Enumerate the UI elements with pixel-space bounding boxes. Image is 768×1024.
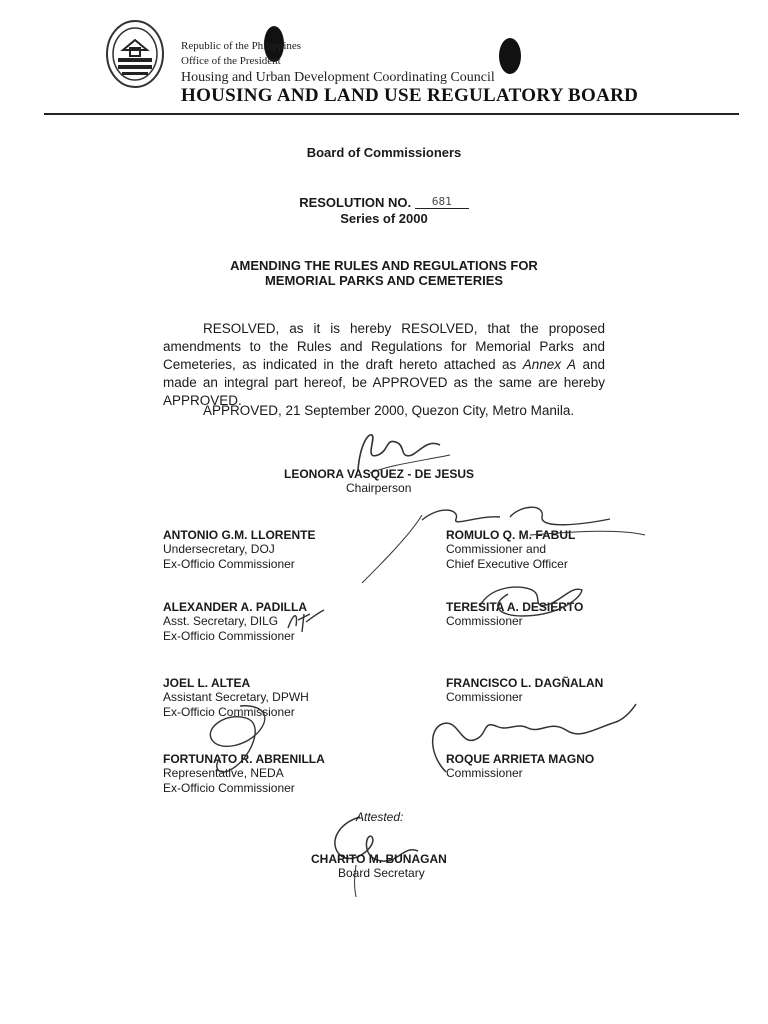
- header-council: Housing and Urban Development Coordinating Council: [181, 70, 495, 85]
- annex-reference: Annex A: [522, 357, 577, 372]
- header-agency: HOUSING AND LAND USE REGULATORY BOARD: [181, 85, 639, 106]
- signatory-position: Assistant Secretary, DPWH: [163, 690, 309, 704]
- subject-line-2: MEMORIAL PARKS AND CEMETERIES: [264, 273, 504, 288]
- header-office: Office of the President: [181, 55, 281, 67]
- board-title: Board of Commissioners: [306, 145, 462, 160]
- signatory-name: JOEL L. ALTEA: [163, 676, 251, 690]
- signatory-position: Commissioner: [446, 690, 523, 704]
- signatory-position: Ex-Officio Commissioner: [163, 557, 295, 571]
- series-line: Series of 2000: [340, 211, 428, 226]
- header-rule: [44, 113, 739, 115]
- signatory-position: Ex-Officio Commissioner: [163, 629, 295, 643]
- chair-signature: [350, 425, 460, 480]
- signatory-position: Representative, NEDA: [163, 766, 284, 780]
- signatory-name: FRANCISCO L. DAGÑALAN: [446, 676, 604, 690]
- signatory-name: ROMULO Q. M. FABUL: [446, 528, 576, 542]
- signatory-name: ANTONIO G.M. LLORENTE: [163, 528, 316, 542]
- signatory-name: ROQUE ARRIETA MAGNO: [446, 752, 595, 766]
- signatory-position: Commissioner: [446, 614, 523, 628]
- signatory-position: Commissioner: [446, 766, 523, 780]
- resolution-paragraph: [163, 320, 605, 410]
- signatory-name: FORTUNATO R. ABRENILLA: [163, 752, 325, 766]
- approved-line: APPROVED, 21 September 2000, Quezon City, Metro Manila.: [203, 403, 575, 418]
- attested-label: Attested:: [356, 810, 404, 824]
- padilla-initials: [286, 608, 326, 634]
- attest-title: Board Secretary: [338, 866, 425, 880]
- signatory-name: TERESITA A. DESIERTO: [446, 600, 584, 614]
- paragraph-text-2: and made an integral part hereof, be APPROVED as the same are hereby APPROVED.: [163, 357, 605, 408]
- paragraph-text-1: RESOLVED, as it is hereby RESOLVED, that the proposed amendments to the Rules and Regulations for Memorial Parks and Cemeteries, as indicated in the draft hereto attached as: [163, 321, 605, 372]
- resolution-label: RESOLUTION NO.: [299, 195, 412, 210]
- resolution-number: 681: [415, 195, 469, 209]
- signatory-position: Commissioner and: [446, 542, 547, 556]
- signatory-position: Asst. Secretary, DILG: [163, 614, 279, 628]
- signatory-position: Ex-Officio Commissioner: [163, 705, 295, 719]
- agency-seal-icon: [106, 20, 164, 88]
- desierto-signature: [460, 576, 590, 626]
- signatory-position: Undersecretary, DOJ: [163, 542, 275, 556]
- signatory-name: ALEXANDER A. PADILLA: [163, 600, 307, 614]
- attest-name: CHARITO M. BUNAGAN: [311, 852, 447, 866]
- subject-line-1: AMENDING THE RULES AND REGULATIONS FOR: [230, 258, 538, 273]
- chair-title: Chairperson: [346, 481, 412, 495]
- punch-hole-right: [499, 38, 521, 74]
- signatory-position: Chief Executive Officer: [446, 557, 568, 571]
- signatory-position: Ex-Officio Commissioner: [163, 781, 295, 795]
- altea-signature: [190, 700, 290, 790]
- magno-signature: [420, 700, 640, 780]
- header-republic: Republic of the Philippines: [181, 40, 302, 52]
- chair-name: LEONORA VASQUEZ - DE JESUS: [284, 467, 475, 481]
- resolution-line: [0, 195, 768, 210]
